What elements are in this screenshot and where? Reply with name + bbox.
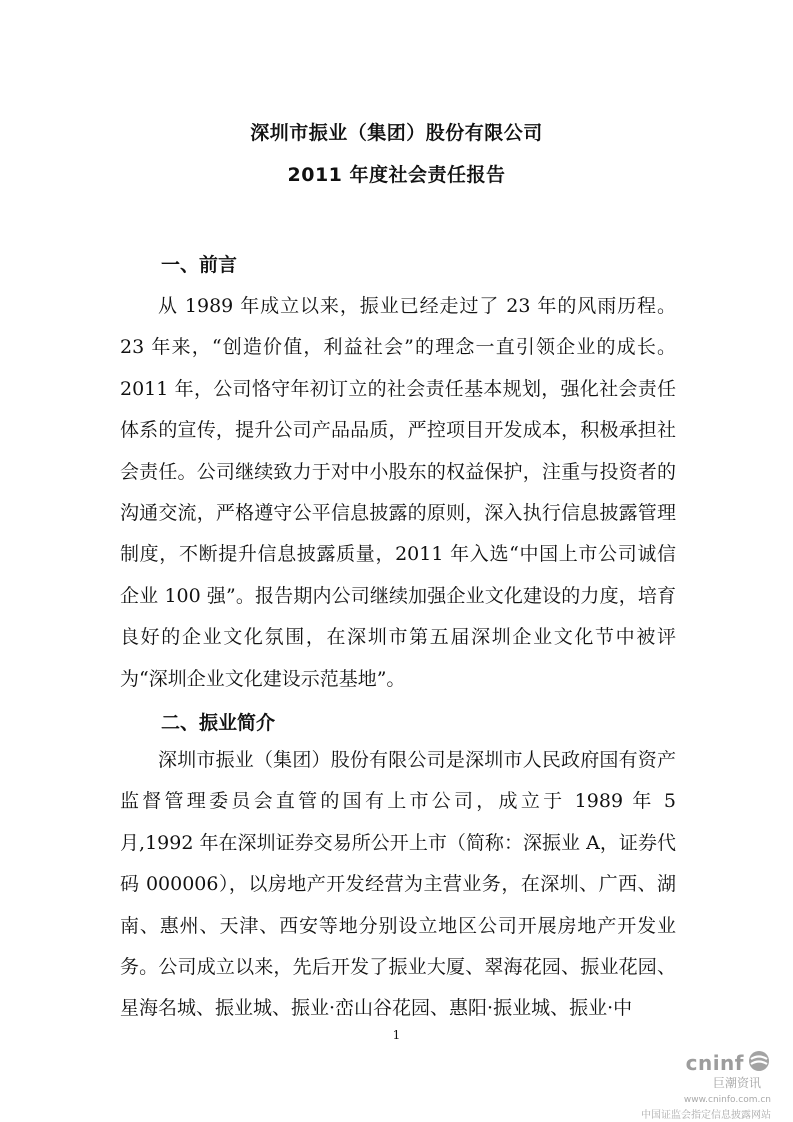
report-title-year: 2011 年度社会责任报告: [287, 164, 506, 186]
section-paragraph-profile: 深圳市振业（集团）股份有限公司是深圳市人民政府国有资产监督管理委员会直管的国有上市公司，成立于 1989 年 5 月,1992 年在深圳证券交易所公开上市（简称：深振业 A，证券代码 000006），以房地产开发经营为主营业务，在深圳、广西、湖南、惠州、天津、西安等地分别设立地区公司开展房地产开发业务。公司成立以来，先后开发了振业大厦、翠海花园、振业花园、星海名城、振业城、振业·峦山谷花园、惠阳·振业城、振业·中: [120, 749, 676, 1020]
watermark-url: www.cninfo.com.cn: [683, 1095, 771, 1105]
page-number: 1: [392, 1028, 401, 1042]
watermark-brand: cninf: [685, 1051, 744, 1075]
watermark-name-cn: 巨潮资讯: [712, 1076, 761, 1090]
cninfo-swirl-icon: [747, 1050, 771, 1076]
watermark-logo-row: [611, 1050, 771, 1076]
section-paragraph-preface: 从 1989 年成立以来，振业已经走过了 23 年的风雨历程。23 年来，“创造价值，利益社会”的理念一直引领企业的成长。2011 年，公司恪守年初订立的社会责任基本规划，强化社会责任体系的宣传，提升公司产品品质，严控项目开发成本，积极承担社会责任。公司继续致力于对中小股东的权益保护，注重与投资者的沟通交流，严格遵守公平信息披露的原则，深入执行信息披露管理制度，不断提升信息披露质量，2011 年入选“中国上市公司诚信企业 100 强”。报告期内公司继续加强企业文化建设的力度，培育良好的企业文化氛围，在深圳市第五届深圳企业文化节中被评为“深圳企业文化建设示范基地”。: [120, 295, 676, 690]
watermark-description: 中国证监会指定信息披露网站: [641, 1110, 771, 1121]
report-title-company: 深圳市振业（集团）股份有限公司: [250, 122, 543, 144]
section-heading-preface: 一、前言: [161, 254, 238, 276]
section-heading-profile: 二、振业简介: [161, 712, 276, 734]
cninfo-watermark: [611, 1050, 771, 1121]
